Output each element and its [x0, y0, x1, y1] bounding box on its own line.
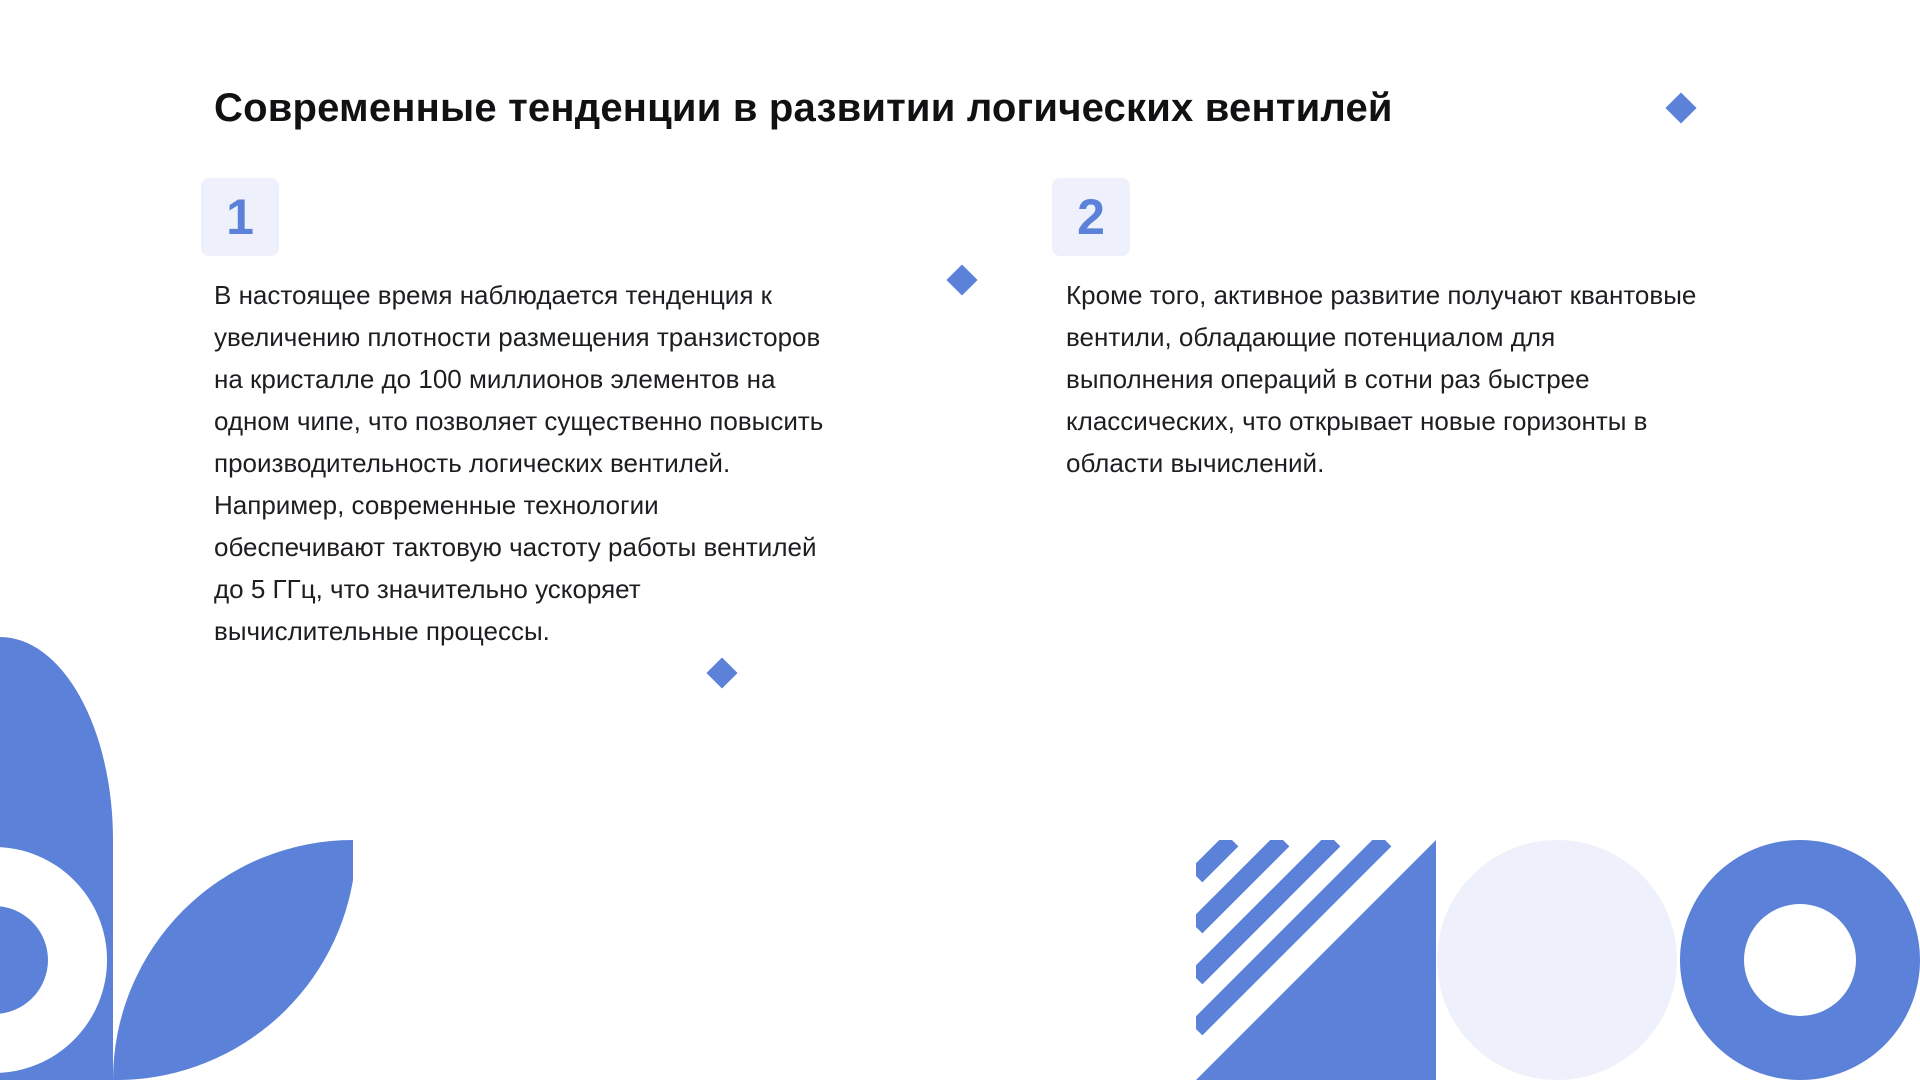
- quarter-circle-shape: [0, 637, 113, 840]
- ring-shape-right: [1680, 840, 1920, 1080]
- paragraph-2: Кроме того, активное развитие получают квантовые вентили, обладающие потенциалом для выполнения операций в сотни раз быстрее классических, что открывает новые горизонты в области вычислений.: [1066, 280, 1697, 478]
- pale-circle-shape: [1437, 840, 1677, 1080]
- number-badge-1: 1: [201, 178, 279, 256]
- paragraph-1: В настоящее время наблюдается тенденция к увеличению плотности размещения транзисторов на кристалле до 100 миллионов элементов на одном чипе, что позволяет существенно повысить производительность логических вентилей. Например, современные технологии обеспечивают тактовую частоту работы вентилей до 5 ГГц, что значительно ускоряет вычислительные процессы.: [214, 280, 824, 646]
- slide-title: Современные тенденции в развитии логических вентилей: [214, 86, 1393, 130]
- number-badge-2: 2: [1052, 178, 1130, 256]
- ring-shape-left: [0, 840, 113, 1080]
- leaf-shape: [113, 840, 353, 1080]
- striped-triangle-shape: [1196, 840, 1436, 1080]
